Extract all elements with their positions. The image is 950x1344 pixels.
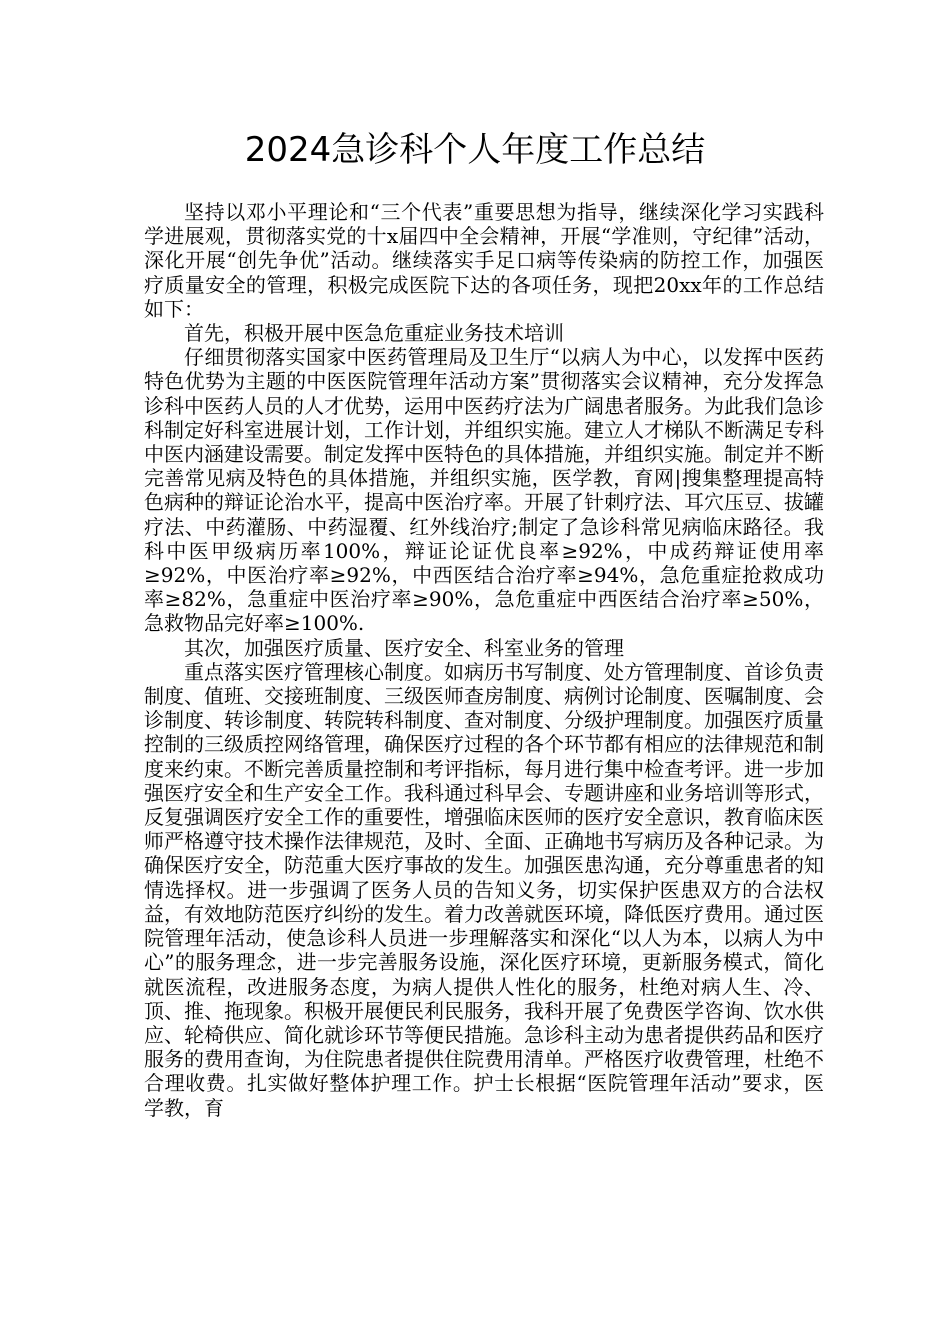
paragraph-quality-management: 重点落实医疗管理核心制度。如病历书写制度、处方管理制度、首诊负责制度、值班、交接班制度、三级医师查房制度、病例讨论制度、医嘱制度、会诊制度、转诊制度、转院转科制度、查对制度、分级护理制度。加强医疗质量控制的三级质控网络管理，确保医疗过程的各个环节都有相应的法律规范和制度来约束。不断完善质量控制和考评指标，每月进行集中检查考评。进一步加强医疗安全和生产安全工作。我科通过科早会、专题讲座和业务培训等形式，反复强调医疗安全工作的重要性，增强临床医师的医疗安全意识，教育临床医师严格遵守技术操作法律规范，及时、全面、正确地书写病历及各种记录。为确保医疗安全，防范重大医疗事故的发生。加强医患沟通，充分尊重患者的知情选择权。进一步强调了医务人员的告知义务，切实保护医患双方的合法权益，有效地防范医疗纠纷的发生。着力改善就医环境，降低医疗费用。通过医院管理年活动，使急诊科人员进一步理解落实和深化“以人为本，以病人为中心”的服务理念，进一步完善服务设施，深化医疗环境，更新服务模式，简化就医流程，改进服务态度，为病人提供人性化的服务，杜绝对病人生、冷、顶、推、拖现象。积极开展便民利民服务，我科开展了免费医学咨询、饮水供应、轮椅供应、简化就诊环节等便民措施。急诊科主动为患者提供药品和医疗服务的费用查询，为住院患者提供住院费用清单。严格医疗收费管理，杜绝不合理收费。扎实做好整体护理工作。护士长根据“医院管理年活动”要求，医学教，育 <box>144 659 824 1120</box>
section-heading-second: 其次，加强医疗质量、医疗安全、科室业务的管理 <box>184 635 624 660</box>
document-title: 2024急诊科个人年度工作总结 <box>244 130 706 170</box>
paragraph-intro: 坚持以邓小平理论和“三个代表”重要思想为指导，继续深化学习实践科学进展观，贯彻落实党的十x届四中全会精神，开展“学准则，守纪律”活动，深化开展“创先争优”活动。继续落实手足口病等传染病的防控工作，加强医疗质量安全的管理，积极完成医院下达的各项任务，现把20xx年的工作总结如下： <box>144 200 824 321</box>
section-heading-first: 首先，积极开展中医急危重症业务技术培训 <box>184 321 564 346</box>
paragraph-tcm-training: 仔细贯彻落实国家中医药管理局及卫生厅“以病人为中心，以发挥中医药特色优势为主题的中医医院管理年活动方案”贯彻落实会议精神，充分发挥急诊科中医药人员的人才优势，运用中医药疗法为广阔患者服务。为此我们急诊科制定好科室进展计划，工作计划，并组织实施。建立人才梯队不断满足专科中医内涵建设需要。制定发挥中医特色的具体措施，并组织实施。制定并不断完善常见病及特色的具体措施，并组织实施，医学教，育网|搜集整理提高特色病种的辩证论治水平，提高中医治疗率。开展了针刺疗法、耳穴压豆、拔罐疗法、中药灌肠、中药湿覆、红外线治疗;制定了急诊科常见病临床路径。我科中医甲级病历率100%，辩证论证优良率≥92%，中成药辩证使用率≥92%，中医治疗率≥92%，中西医结合治疗率≥94%，急危重症抢救成功率≥82%，急重症中医治疗率≥90%，急危重症中西医结合治疗率≥50%，急救物品完好率≥100%. <box>144 345 824 636</box>
document-body <box>144 200 824 1120</box>
